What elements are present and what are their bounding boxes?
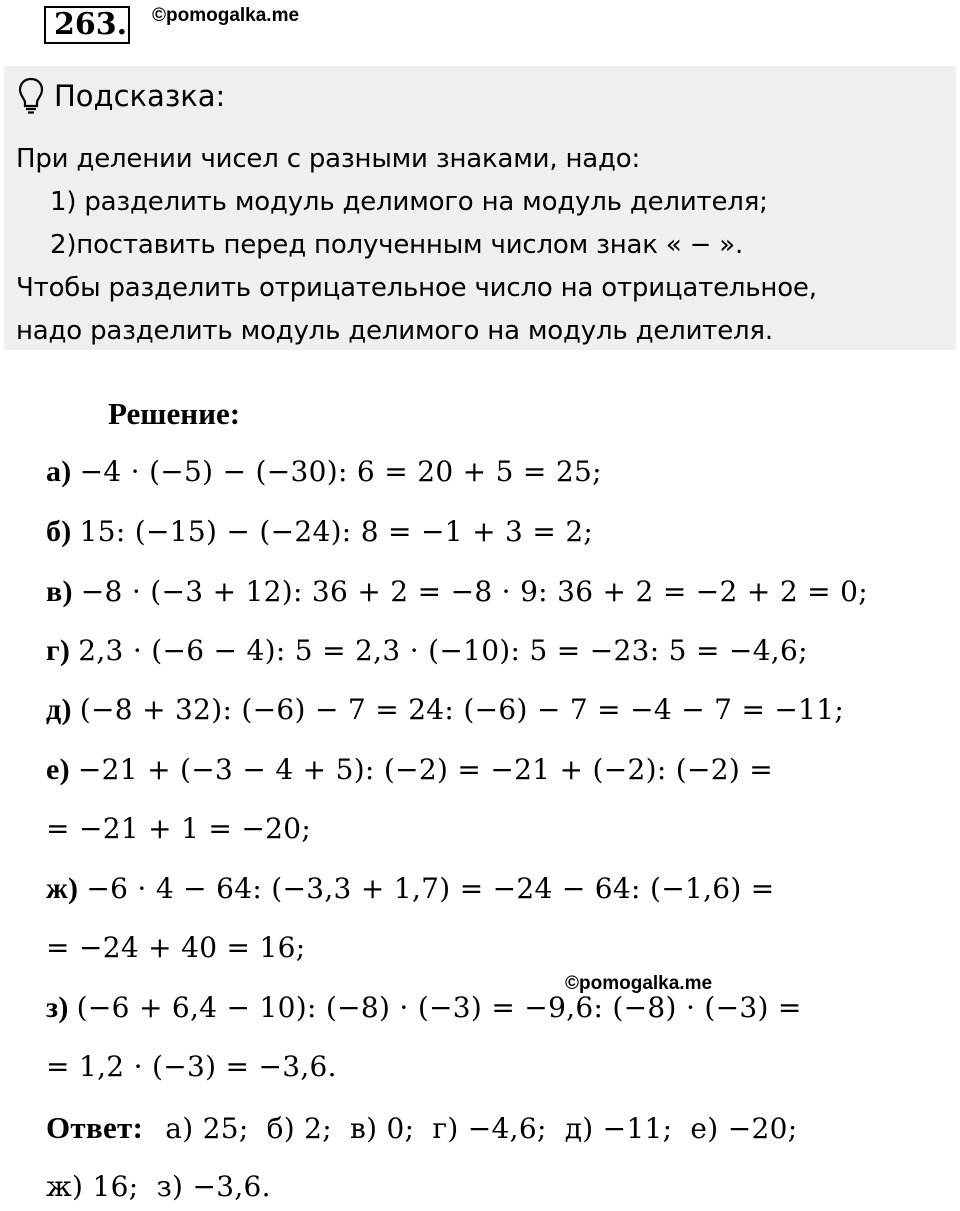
watermark: ©pomogalka.me [565,973,713,994]
row-expression: = −24 + 40 = 16; [46,931,306,964]
solution-row [46,455,602,489]
row-label: ж) [46,872,79,905]
answer-item: в) 0; [350,1112,415,1145]
answer-item: е) −20; [690,1112,798,1145]
solution-row [46,515,593,549]
answer-item: з) −3,6. [156,1170,271,1203]
row-label: д) [46,693,72,726]
row-expression: (−6 + 6,4 − 10): (−8) · (−3) = −9,6: (−8) · (−3) = [76,991,802,1024]
row-label: б) [46,515,72,548]
answer-item: г) −4,6; [432,1112,547,1145]
hint-line: При делении чисел с разными знаками, надо: [16,144,641,174]
row-label: е) [46,753,70,786]
row-expression: (−8 + 32): (−6) − 7 = 24: (−6) − 7 = −4 − 7 = −11; [79,693,845,726]
lightbulb-icon [18,77,44,115]
answer-row [46,1170,289,1203]
row-label: г) [46,634,71,667]
row-expression: = −21 + 1 = −20; [46,812,312,845]
hint-line: Чтобы разделить отрицательное число на отрицательное, [16,273,817,303]
solution-row [46,634,808,668]
hint-line: надо разделить модуль делимого на модуль делителя. [16,316,773,346]
row-label: з) [46,991,69,1024]
hint-box [4,66,956,350]
row-expression: 2,3 · (−6 − 4): 5 = 2,3 · (−10): 5 = −23: 5 = −4,6; [78,634,808,667]
hint-line: 1) разделить модуль делимого на модуль делителя; [50,187,768,217]
row-label: а) [46,455,72,488]
task-number: 263. [44,6,130,44]
solution-row [46,812,311,845]
row-label: в) [46,575,73,608]
solution-row [46,931,305,964]
answer-item: ж) 16; [46,1170,139,1203]
answer-row [46,1110,815,1146]
row-expression: 15: (−15) − (−24): 8 = −1 + 3 = 2; [79,515,594,548]
solution-row [46,1050,337,1083]
hint-title: Подсказка: [54,79,226,113]
row-expression: = 1,2 · (−3) = −3,6. [46,1050,337,1083]
solution-row [46,991,802,1025]
solution-row [46,872,775,906]
hint-line: 2)поставить перед полученным числом знак « − ». [50,230,744,260]
solution-title: Решение: [108,396,241,431]
row-expression: −6 · 4 − 64: (−3,3 + 1,7) = −24 − 64: (−1,6) = [86,872,775,905]
solution-row [46,693,844,727]
watermark: ©pomogalka.me [152,5,300,26]
answer-label: Ответ: [46,1110,144,1145]
answer-item: б) 2; [266,1112,333,1145]
row-expression: −8 · (−3 + 12): 36 + 2 = −8 · 9: 36 + 2 = −2 + 2 = 0; [80,575,868,608]
hint-header [18,76,225,116]
row-expression: −4 · (−5) − (−30): 6 = 20 + 5 = 25; [79,455,602,488]
answer-item: а) 25; [165,1112,249,1145]
answer-item: д) −11; [564,1112,673,1145]
solution-row [46,753,773,787]
solution-row [46,575,868,609]
row-expression: −21 + (−3 − 4 + 5): (−2) = −21 + (−2): (−2) = [77,753,774,786]
